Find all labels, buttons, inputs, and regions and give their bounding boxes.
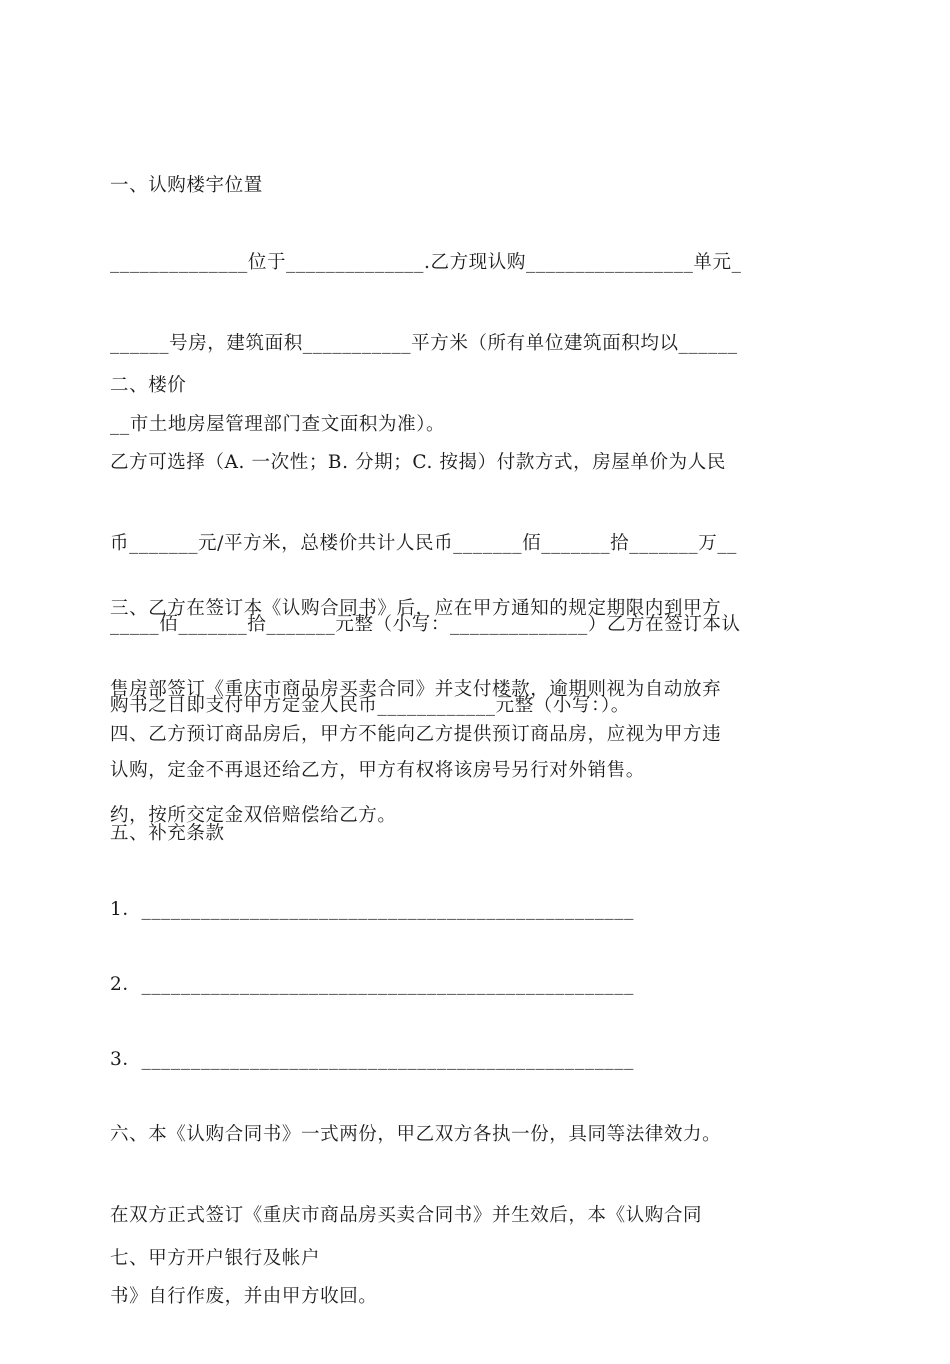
supplementary-item-2: 2．__________________________________________________	[110, 974, 634, 995]
section-7-heading: 七、甲方开户银行及帐户	[110, 1248, 321, 1269]
section-5-heading: 五、补充条款	[110, 823, 225, 844]
supplementary-item-3: 3．__________________________________________________	[110, 1049, 634, 1070]
section-3-line: 三、乙方在签订本《认购合同书》后，应在甲方通知的规定期限内到甲方	[110, 598, 722, 619]
section-1-line: ______________位于______________.乙方现认购_________________单元_	[110, 252, 742, 273]
section-4-line: 约，按所交定金双倍赔偿给乙方。	[110, 805, 397, 826]
section-3-line: 售房部签订《重庆市商品房买卖合同》并支付楼款，逾期则视为自动放弃	[110, 679, 722, 700]
section-1-line: __市土地房屋管理部门查文面积为准）。	[110, 414, 446, 435]
supplementary-item-1: 1．__________________________________________________	[110, 899, 634, 920]
section-2-line: 购书之日即支付甲方定金人民币____________元整（小写：）。	[110, 695, 630, 716]
section-2-line: _____佰_______拾_______元整（小写：______________）乙方在签订本认	[110, 614, 741, 635]
section-6-line: 六、本《认购合同书》一式两份，甲乙双方各执一份，具同等法律效力。	[110, 1124, 722, 1145]
section-2-line: 币_______元/平方米，总楼价共计人民币_______佰_______拾_______万__	[110, 533, 738, 554]
section-2-line: 乙方可选择（A. 一次性；B. 分期；C. 按揭）付款方式，房屋单价为人民	[110, 452, 726, 473]
section-4-line: 四、乙方预订商品房后，甲方不能向乙方提供预订商品房，应视为甲方违	[110, 724, 722, 745]
section-6-line: 书》自行作废，并由甲方收回。	[110, 1286, 378, 1307]
section-2-heading: 二、楼价	[110, 375, 187, 396]
section-6-line: 在双方正式签订《重庆市商品房买卖合同书》并生效后，本《认购合同	[110, 1205, 703, 1226]
section-1-heading: 一、认购楼宇位置	[110, 175, 263, 196]
section-1-line: ______号房，建筑面积___________平方米（所有单位建筑面积均以______	[110, 333, 738, 354]
section-3-line: 认购，定金不再退还给乙方，甲方有权将该房号另行对外销售。	[110, 760, 645, 781]
